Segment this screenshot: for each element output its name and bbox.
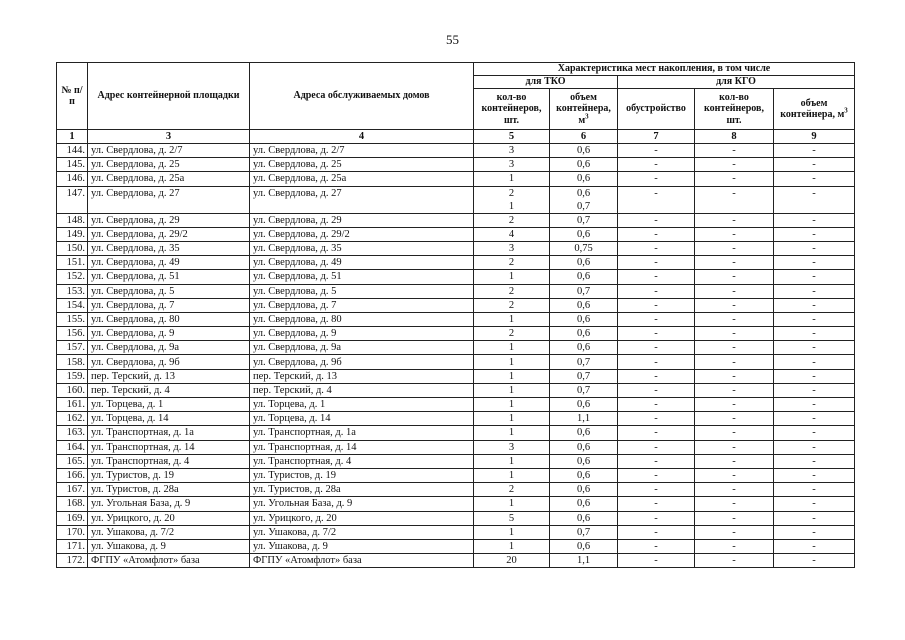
row-address: ул. Торцева, д. 14 [88,412,250,426]
row-number: 152. [57,270,88,284]
row-served-houses: ул. Свердлова, д. 9а [250,341,474,355]
row-container-count: 2 [474,213,550,227]
row-kgo-count: - [695,312,774,326]
row-number: 161. [57,398,88,412]
row-equipment: - [618,511,695,525]
table-row [57,412,855,426]
row-container-volume: 0,7 [550,355,618,369]
row-kgo-volume: - [774,186,855,213]
row-number: 169. [57,511,88,525]
row-container-volume: 0,6 [550,454,618,468]
table-row [57,312,855,326]
row-address: ул. Транспортная, д. 14 [88,440,250,454]
row-kgo-count: - [695,186,774,213]
row-number: 158. [57,355,88,369]
table-row [57,383,855,397]
row-address: ул. Свердлова, д. 49 [88,256,250,270]
row-address: ул. Свердлова, д. 35 [88,241,250,255]
row-kgo-volume: - [774,144,855,158]
row-equipment: - [618,554,695,568]
row-container-volume [550,186,618,213]
row-served-houses: пер. Терский, д. 13 [250,369,474,383]
row-served-houses: ул. Свердлова, д. 51 [250,270,474,284]
row-equipment: - [618,468,695,482]
row-container-count: 3 [474,241,550,255]
row-kgo-count: - [695,327,774,341]
row-container-volume: 0,6 [550,270,618,284]
table-row [57,144,855,158]
table-row [57,468,855,482]
row-equipment: - [618,227,695,241]
row-served-houses: ул. Ушакова, д. 9 [250,539,474,553]
header-container-count: кол-во контейнеров, шт. [474,89,550,130]
row-address: ул. Ушакова, д. 7/2 [88,525,250,539]
table-row [57,525,855,539]
row-kgo-volume: - [774,227,855,241]
row-container-count: 1 [474,454,550,468]
row-address: ул. Туристов, д. 28а [88,483,250,497]
row-kgo-count: - [695,298,774,312]
row-served-houses: ул. Ушакова, д. 7/2 [250,525,474,539]
row-container-volume: 0,7 [550,383,618,397]
row-kgo-volume: - [774,511,855,525]
row-kgo-count: - [695,440,774,454]
row-served-houses: ул. Торцева, д. 1 [250,398,474,412]
row-kgo-count: - [695,383,774,397]
row-number: 167. [57,483,88,497]
row-number: 171. [57,539,88,553]
row-kgo-count: - [695,227,774,241]
row-kgo-volume: - [774,383,855,397]
row-container-volume: 0,6 [550,440,618,454]
row-kgo-count: - [695,284,774,298]
row-container-count: 1 [474,312,550,326]
row-kgo-volume: - [774,213,855,227]
row-address: ул. Транспортная, д. 1а [88,426,250,440]
row-number: 156. [57,327,88,341]
row-served-houses: ул. Свердлова, д. 27 [250,186,474,213]
table-row [57,158,855,172]
row-equipment: - [618,454,695,468]
header-container-volume-label: объем контейнера, м [556,91,611,126]
row-equipment: - [618,158,695,172]
row-number: 159. [57,369,88,383]
row-number: 163. [57,426,88,440]
row-container-count: 1 [474,412,550,426]
row-kgo-volume: - [774,398,855,412]
row-container-count: 1 [474,369,550,383]
table-row [57,284,855,298]
table-row [57,186,855,213]
table-row [57,298,855,312]
row-container-volume: 0,6 [550,341,618,355]
row-equipment: - [618,355,695,369]
row-container-count: 1 [474,497,550,511]
row-number: 155. [57,312,88,326]
row-container-volume: 0,6 [550,312,618,326]
row-kgo-volume: - [774,412,855,426]
header-number: № п/п [57,63,88,130]
row-container-count: 2 [474,298,550,312]
row-number: 166. [57,468,88,482]
header-tko: для ТКО [474,76,618,89]
row-kgo-count: - [695,539,774,553]
row-served-houses: ул. Свердлова, д. 9 [250,327,474,341]
row-kgo-volume: - [774,284,855,298]
row-address: ул. Свердлова, д. 29 [88,213,250,227]
table-row [57,497,855,511]
row-container-volume: 0,6 [550,298,618,312]
row-served-houses: ФГПУ «Атомфлот» база [250,554,474,568]
row-kgo-count: - [695,341,774,355]
row-container-count: 1 [474,398,550,412]
row-address: ФГПУ «Атомфлот» база [88,554,250,568]
row-kgo-count: - [695,398,774,412]
row-number: 160. [57,383,88,397]
row-number: 144. [57,144,88,158]
table-row [57,369,855,383]
row-kgo-volume: - [774,158,855,172]
row-container-count: 3 [474,440,550,454]
row-container-volume: 0,6 [550,497,618,511]
row-equipment: - [618,483,695,497]
row-served-houses: ул. Свердлова, д. 2/7 [250,144,474,158]
row-container-count: 1 [474,172,550,186]
column-number: 6 [550,130,618,144]
table-row [57,355,855,369]
row-kgo-volume: - [774,241,855,255]
row-number: 154. [57,298,88,312]
table-row [57,426,855,440]
row-container-volume: 0,6 [550,256,618,270]
column-number: 7 [618,130,695,144]
row-kgo-volume: - [774,355,855,369]
table-row [57,341,855,355]
row-kgo-volume: - [774,298,855,312]
row-address: ул. Угольная База, д. 9 [88,497,250,511]
column-number: 5 [474,130,550,144]
row-address: ул. Свердлова, д. 25 [88,158,250,172]
row-kgo-count: - [695,454,774,468]
row-served-houses: ул. Туристов, д. 19 [250,468,474,482]
row-equipment: - [618,241,695,255]
header-kgo-count: кол-во контейнеров, шт. [695,89,774,130]
row-container-volume: 0,6 [550,483,618,497]
row-address: ул. Туристов, д. 19 [88,468,250,482]
table-row [57,554,855,568]
row-container-count [474,186,550,213]
row-equipment: - [618,539,695,553]
row-number: 151. [57,256,88,270]
page-number: 55 [446,32,459,47]
row-number: 145. [57,158,88,172]
row-container-count: 1 [474,341,550,355]
row-kgo-volume: - [774,483,855,497]
row-container-count: 5 [474,511,550,525]
row-number: 170. [57,525,88,539]
row-equipment: - [618,284,695,298]
header-characteristics: Характеристика мест накопления, в том числе [474,63,855,76]
row-container-volume: 0,7 [550,369,618,383]
row-served-houses: ул. Свердлова, д. 80 [250,312,474,326]
row-container-count: 2 [474,256,550,270]
row-equipment: - [618,298,695,312]
row-served-houses: ул. Свердлова, д. 9б [250,355,474,369]
header-address: Адрес контейнерной площадки [88,63,250,130]
row-container-volume: 0,6 [550,539,618,553]
row-container-volume: 0,6 [550,158,618,172]
row-kgo-volume: - [774,426,855,440]
row-number: 165. [57,454,88,468]
column-number: 3 [88,130,250,144]
row-address: ул. Свердлова, д. 9б [88,355,250,369]
row-equipment: - [618,369,695,383]
row-number: 157. [57,341,88,355]
row-kgo-volume: - [774,327,855,341]
row-container-count: 1 [474,525,550,539]
row-kgo-volume: - [774,312,855,326]
row-number: 162. [57,412,88,426]
row-container-volume: 1,1 [550,554,618,568]
header-equipment: обустройство [618,89,695,130]
row-container-volume: 0,6 [550,327,618,341]
row-kgo-count: - [695,144,774,158]
row-equipment: - [618,426,695,440]
table-row [57,483,855,497]
row-served-houses: ул. Свердлова, д. 49 [250,256,474,270]
row-kgo-volume: - [774,369,855,383]
row-address: пер. Терский, д. 4 [88,383,250,397]
row-container-volume: 0,6 [550,144,618,158]
row-container-volume: 0,7 [550,213,618,227]
row-container-volume: 0,75 [550,241,618,255]
row-container-volume: 0,6 [550,398,618,412]
row-container-volume: 0,6 [550,468,618,482]
row-served-houses: ул. Свердлова, д. 7 [250,298,474,312]
row-equipment: - [618,144,695,158]
row-container-count: 3 [474,158,550,172]
row-address: ул. Свердлова, д. 2/7 [88,144,250,158]
column-number: 1 [57,130,88,144]
row-served-houses: ул. Свердлова, д. 25 [250,158,474,172]
row-kgo-count: - [695,497,774,511]
row-kgo-count: - [695,483,774,497]
row-served-houses: ул. Урицкого, д. 20 [250,511,474,525]
row-served-houses: ул. Свердлова, д. 29/2 [250,227,474,241]
row-served-houses: ул. Торцева, д. 14 [250,412,474,426]
row-number: 164. [57,440,88,454]
row-address: ул. Урицкого, д. 20 [88,511,250,525]
row-equipment: - [618,398,695,412]
row-number: 172. [57,554,88,568]
row-address: пер. Терский, д. 13 [88,369,250,383]
row-address: ул. Транспортная, д. 4 [88,454,250,468]
row-container-volume: 0,6 [550,172,618,186]
row-kgo-volume: - [774,341,855,355]
table-body [57,144,855,568]
table-row [57,511,855,525]
column-number: 8 [695,130,774,144]
row-served-houses: ул. Транспортная, д. 4 [250,454,474,468]
row-kgo-count: - [695,213,774,227]
row-served-houses: ул. Угольная База, д. 9 [250,497,474,511]
row-served-houses: ул. Туристов, д. 28а [250,483,474,497]
row-kgo-volume: - [774,497,855,511]
row-equipment: - [618,440,695,454]
row-equipment: - [618,256,695,270]
header-container-volume-sup: 3 [585,112,589,121]
row-address: ул. Торцева, д. 1 [88,398,250,412]
row-number: 150. [57,241,88,255]
header-kgo: для КГО [618,76,855,89]
table-row [57,227,855,241]
row-address: ул. Ушакова, д. 9 [88,539,250,553]
row-container-count: 20 [474,554,550,568]
row-kgo-volume: - [774,539,855,553]
header-served-houses: Адреса обслуживаемых домов [250,63,474,130]
row-container-volume: 1,1 [550,412,618,426]
row-container-volume-line: 0,7 [576,200,591,212]
row-kgo-volume: - [774,468,855,482]
row-kgo-count: - [695,468,774,482]
row-container-count-line: 1 [508,200,515,212]
row-number: 147. [57,186,88,213]
row-container-count-line: 2 [508,187,515,199]
row-kgo-count: - [695,554,774,568]
row-kgo-volume: - [774,270,855,284]
row-address: ул. Свердлова, д. 5 [88,284,250,298]
row-address: ул. Свердлова, д. 7 [88,298,250,312]
row-container-volume: 0,6 [550,511,618,525]
column-number-row [57,130,855,144]
header-kgo-volume [774,89,855,130]
container-sites-table [56,62,855,568]
table-row [57,454,855,468]
row-kgo-count: - [695,270,774,284]
row-served-houses: ул. Свердлова, д. 5 [250,284,474,298]
row-number: 146. [57,172,88,186]
table-row [57,440,855,454]
row-served-houses: пер. Терский, д. 4 [250,383,474,397]
table-row [57,172,855,186]
row-number: 149. [57,227,88,241]
row-container-volume: 0,6 [550,426,618,440]
row-served-houses: ул. Свердлова, д. 35 [250,241,474,255]
row-equipment: - [618,213,695,227]
row-kgo-volume: - [774,525,855,539]
column-number: 9 [774,130,855,144]
row-equipment: - [618,341,695,355]
row-container-count: 1 [474,468,550,482]
row-equipment: - [618,525,695,539]
row-container-count: 1 [474,270,550,284]
row-served-houses: ул. Транспортная, д. 14 [250,440,474,454]
row-container-volume: 0,6 [550,227,618,241]
table-row [57,270,855,284]
row-container-count: 3 [474,144,550,158]
table-row [57,213,855,227]
row-kgo-count: - [695,355,774,369]
row-address: ул. Свердлова, д. 9а [88,341,250,355]
row-kgo-count: - [695,172,774,186]
row-address: ул. Свердлова, д. 80 [88,312,250,326]
row-container-count: 1 [474,539,550,553]
row-kgo-volume: - [774,454,855,468]
row-equipment: - [618,172,695,186]
row-kgo-count: - [695,256,774,270]
row-number: 148. [57,213,88,227]
row-address: ул. Свердлова, д. 25а [88,172,250,186]
row-address: ул. Свердлова, д. 9 [88,327,250,341]
row-kgo-count: - [695,158,774,172]
row-equipment: - [618,412,695,426]
row-kgo-count: - [695,241,774,255]
row-equipment: - [618,383,695,397]
row-kgo-count: - [695,426,774,440]
row-kgo-count: - [695,412,774,426]
row-equipment: - [618,270,695,284]
row-equipment: - [618,327,695,341]
row-kgo-count: - [695,369,774,383]
row-served-houses: ул. Свердлова, д. 29 [250,213,474,227]
row-kgo-volume: - [774,554,855,568]
row-number: 168. [57,497,88,511]
row-kgo-volume: - [774,440,855,454]
row-served-houses: ул. Транспортная, д. 1а [250,426,474,440]
row-kgo-volume: - [774,172,855,186]
row-address: ул. Свердлова, д. 51 [88,270,250,284]
row-container-volume-line: 0,6 [576,187,591,199]
header-kgo-volume-label: объем контейнера, м [780,97,845,120]
column-number: 4 [250,130,474,144]
table-row [57,327,855,341]
row-equipment: - [618,312,695,326]
table-row [57,398,855,412]
row-equipment: - [618,497,695,511]
table-row [57,539,855,553]
row-container-volume: 0,7 [550,284,618,298]
row-address: ул. Свердлова, д. 29/2 [88,227,250,241]
table-row [57,256,855,270]
row-served-houses: ул. Свердлова, д. 25а [250,172,474,186]
row-number: 153. [57,284,88,298]
header-kgo-volume-sup: 3 [844,106,848,115]
row-container-count: 4 [474,227,550,241]
row-container-count: 1 [474,426,550,440]
row-container-count: 1 [474,355,550,369]
row-container-count: 2 [474,327,550,341]
table-row [57,241,855,255]
header-container-volume [550,89,618,130]
row-address: ул. Свердлова, д. 27 [88,186,250,213]
row-container-count: 1 [474,383,550,397]
row-equipment: - [618,186,695,213]
row-container-volume: 0,7 [550,525,618,539]
row-container-count: 2 [474,483,550,497]
row-kgo-count: - [695,525,774,539]
row-kgo-count: - [695,511,774,525]
row-container-count: 2 [474,284,550,298]
row-kgo-volume: - [774,256,855,270]
